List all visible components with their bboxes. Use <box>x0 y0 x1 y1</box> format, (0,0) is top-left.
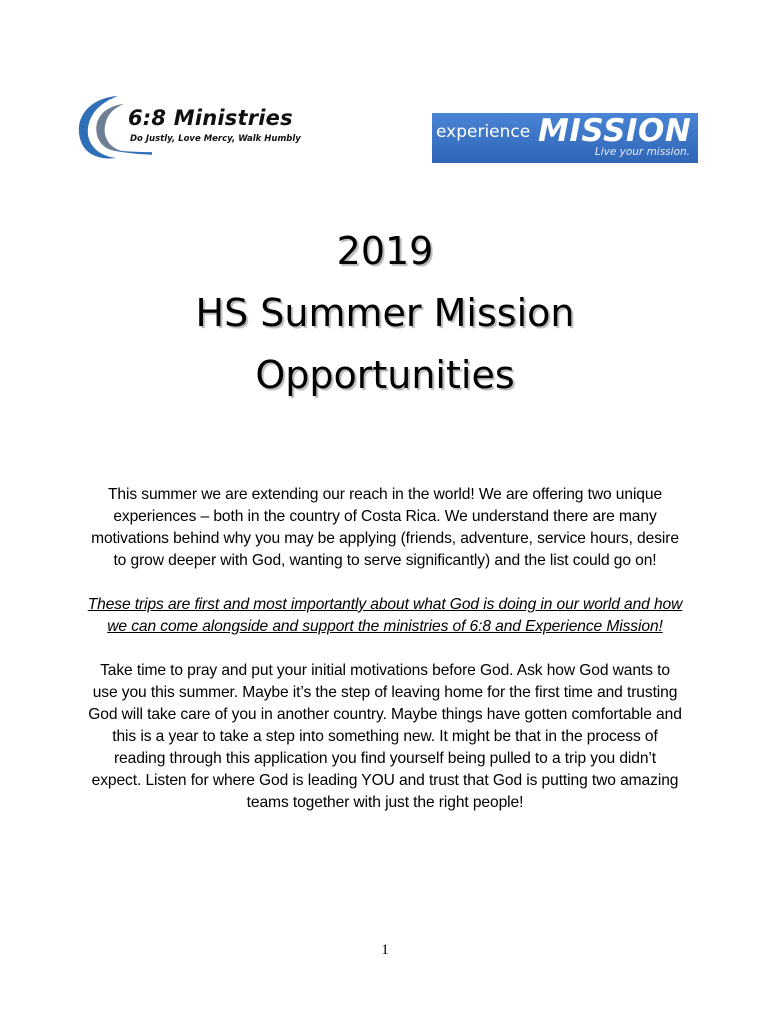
emphasis-paragraph <box>60 594 710 638</box>
prayer-paragraph <box>60 660 710 814</box>
experience-mission-logo <box>432 113 698 163</box>
text-line: this is a year to take a step into something new. It might be that in the process of <box>112 728 658 745</box>
title-line-3: Opportunities <box>255 353 515 397</box>
intro-paragraph <box>60 484 710 572</box>
ministries-logo-tagline: Do Justly, Love Mercy, Walk Humbly <box>130 134 301 144</box>
page-number: 1 <box>381 942 389 958</box>
text-line: experiences – both in the country of Costa Rica. We understand there are many <box>113 508 657 525</box>
text-line: This summer we are extending our reach in the world! We are offering two unique <box>107 486 663 503</box>
text-line: Take time to pray and put your initial motivations before God. Ask how God wants to <box>100 662 670 679</box>
text-line: teams together with just the right people! <box>246 794 524 811</box>
text-line: God will take care of you in another country. Maybe things have gotten comfortable and <box>88 706 682 723</box>
document-title <box>0 220 770 406</box>
document-body <box>60 484 710 814</box>
title-line-2: HS Summer Mission <box>195 291 575 335</box>
ministries-logo <box>72 92 312 162</box>
text-line: we can come alongside and support the ministries of 6:8 and Experience Mission! <box>107 618 663 635</box>
experience-mission-logo-slogan: Live your mission. <box>594 146 690 158</box>
text-line: These trips are first and most importantly about what God is doing in our world and how <box>87 596 683 613</box>
text-line: motivations behind why you may be applying (friends, adventure, service hours, desire <box>91 530 679 547</box>
experience-mission-logo-word1: experience <box>436 122 531 142</box>
experience-mission-logo-word2: MISSION <box>538 113 692 149</box>
text-line: reading through this application you find yourself being pulled to a trip you didn’t <box>113 750 657 767</box>
text-line: to grow deeper with God, wanting to serve significantly) and the list could go on! <box>113 552 657 569</box>
title-year: 2019 <box>336 229 434 273</box>
text-line: expect. Listen for where God is leading YOU and trust that God is putting two amazing <box>91 772 679 789</box>
text-line: use you this summer. Maybe it’s the step of leaving home for the first time and trusting <box>92 684 678 701</box>
ministries-logo-name: 6:8 Ministries <box>128 106 293 130</box>
